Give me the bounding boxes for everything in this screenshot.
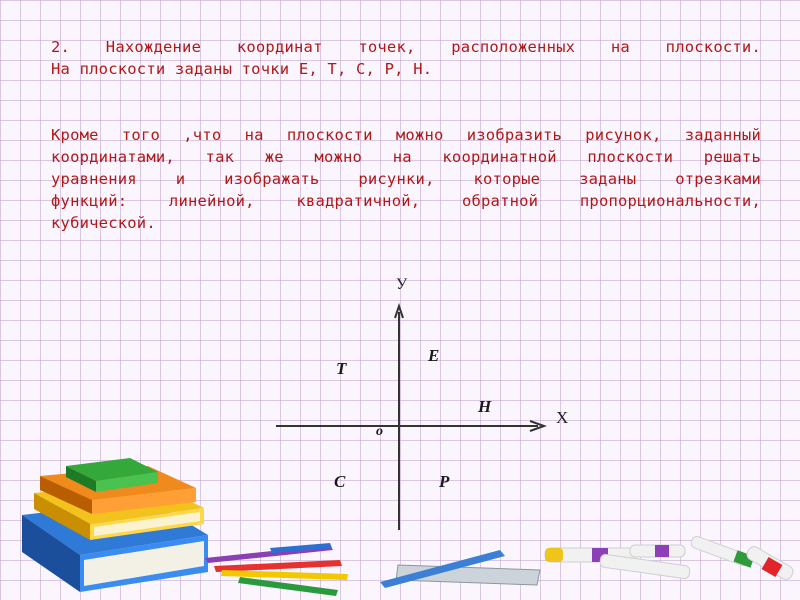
markers-icon [545, 535, 795, 581]
body-line-1: Кроме того ,что на плоскости можно изобразить рисунок, заданный [51, 126, 761, 144]
heading-line-2: На плоскости заданы точки Е, Т, С, Р, Н. [51, 60, 433, 78]
point-h-label: H [478, 397, 492, 416]
point-p-label: P [439, 472, 450, 491]
origin-label: о [376, 424, 383, 439]
body-line-3: уравнения и изображать рисунки, которые заданы отрезками [51, 170, 761, 188]
point-t-label: T [336, 359, 347, 378]
body-line-5: кубической. [51, 214, 156, 232]
books-stack-icon [22, 458, 208, 592]
ruler-icon [380, 550, 540, 588]
body-line-4: функций: линейной, квадратичной, обратной пропорциональности, [51, 192, 761, 210]
point-e-label: E [428, 346, 440, 365]
y-axis-label: У [396, 276, 408, 293]
point-c-label: C [334, 472, 346, 491]
pencils-icon [205, 543, 348, 596]
heading-line-1: 2. Нахождение координат точек, расположенных на плоскости. [51, 38, 761, 56]
body-line-2: координатами, так же можно на координатной плоскости решать [51, 148, 761, 166]
x-axis-label: X [556, 408, 569, 427]
